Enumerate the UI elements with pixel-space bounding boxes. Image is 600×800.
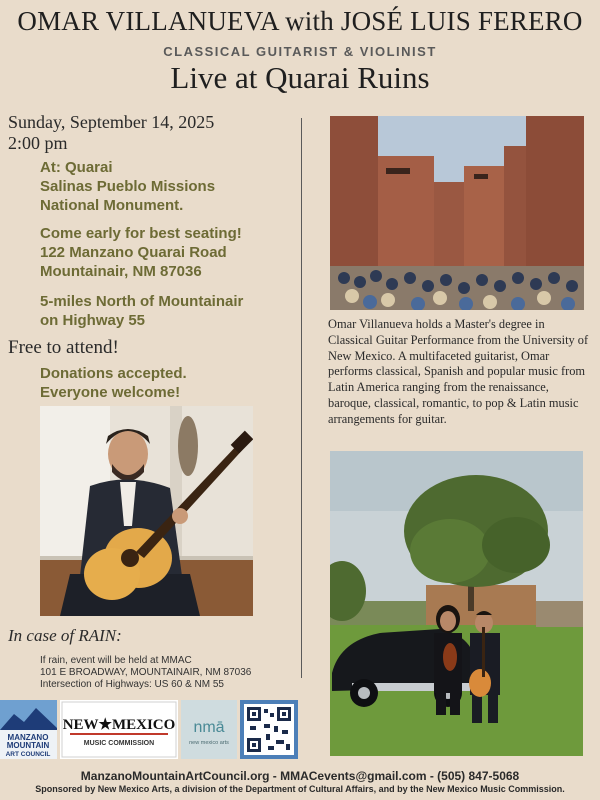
- mmac-logo: [0, 700, 57, 759]
- nm-arts-mark: nmā: [193, 719, 225, 736]
- mmac-logo-line: MANZANO: [7, 733, 49, 742]
- column-divider: [301, 118, 302, 678]
- address-block: [40, 224, 242, 281]
- nm-arts-subtitle: new mexico arts: [189, 740, 229, 746]
- nm-arts-logo: [181, 700, 237, 759]
- directions-block: [40, 292, 243, 330]
- donations-line: Donations accepted.: [40, 365, 187, 382]
- nm-music-name: NEW★MEXICO: [62, 717, 176, 733]
- directions-line: 5-miles North of Mountainair: [40, 293, 244, 310]
- duo-photo: [330, 451, 583, 756]
- seating-note: Come early for best seating!: [40, 225, 242, 242]
- rain-heading: In case of RAIN:: [8, 626, 122, 645]
- nm-music-subtitle: MUSIC COMMISSION: [83, 740, 155, 747]
- donations-block: [40, 364, 187, 402]
- quarai-ruins-photo: [330, 116, 584, 310]
- event-subtitle: CLASSICAL GUITARIST & VIOLINIST: [163, 44, 437, 59]
- rain-line: Intersection of Highways: US 60 & NM 55: [40, 679, 224, 690]
- venue-line: Salinas Pueblo Missions: [40, 178, 216, 195]
- event-date: Sunday, September 14, 2025: [8, 112, 215, 132]
- nm-music-commission-logo: [60, 700, 178, 759]
- mmac-logo-line: MOUNTAIN: [6, 741, 50, 750]
- contact-footer: ManzanoMountainArtCouncil.org - MMACevents@gmail.com - (505) 847-5068: [80, 769, 520, 783]
- directions-line: on Highway 55: [40, 312, 146, 329]
- rain-details: [40, 655, 251, 691]
- address-line: 122 Manzano Quarai Road: [40, 244, 227, 261]
- event-headline: Live at Quarai Ruins: [170, 60, 430, 95]
- artist-bio: Omar Villanueva holds a Master's degree in Classical Guitar Performance from the University of New Mexico. A multifaceted guitarist, Omar performs classical, Spanish and popular music from Latin America ranging from the renaissance, baroque, classical, romantic, to pop & Latin music arrangements for guitar.: [328, 317, 589, 426]
- address-line: Mountainair, NM 87036: [40, 263, 202, 280]
- qr-code[interactable]: [240, 700, 298, 759]
- event-time: 2:00 pm: [8, 133, 68, 153]
- free-admission: Free to attend!: [8, 337, 119, 358]
- venue-line: At: Quarai: [40, 159, 113, 176]
- rain-line: If rain, event will be held at MMAC: [40, 655, 192, 666]
- sponsor-footer: Sponsored by New Mexico Arts, a division of the Department of Cultural Affairs, and by the New Mexico Music Commission.: [35, 784, 565, 794]
- guitarist-photo: [40, 406, 253, 616]
- venue-block: [40, 158, 215, 215]
- rain-line: 101 E BROADWAY, MOUNTAINAIR, NM 87036: [40, 667, 252, 678]
- mmac-logo-line: ART COUNCIL: [5, 751, 51, 758]
- event-title: OMAR VILLANUEVA with JOSÉ LUIS FERERO: [17, 6, 583, 36]
- donations-line: Everyone welcome!: [40, 384, 181, 401]
- venue-line: National Monument.: [40, 197, 184, 214]
